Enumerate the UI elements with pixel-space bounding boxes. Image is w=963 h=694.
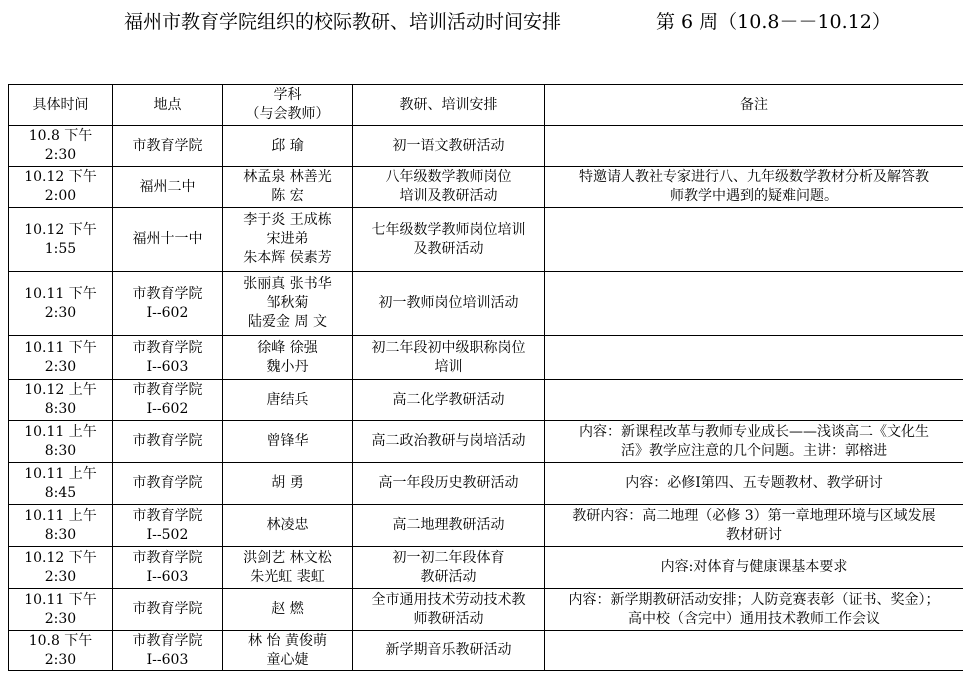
cell-teachers-line: 童心婕 (266, 651, 309, 668)
title-main: 福州市教育学院组织的校际教研、培训活动时间安排 (124, 11, 562, 33)
cell-time (9, 208, 113, 272)
cell-teachers-line: 朱本辉 侯素芳 (243, 250, 332, 266)
cell-arrangement-line: 初一语文教研活动 (392, 137, 505, 154)
cell-teachers-line: 李于炎 王成栋 (243, 212, 332, 228)
cell-teachers (223, 547, 353, 589)
table-row (9, 463, 963, 505)
cell-teachers-line: 曾锋华 (266, 433, 309, 449)
cell-remark (545, 421, 963, 463)
cell-time-line: 2:30 (44, 651, 77, 668)
cell-time (9, 336, 113, 380)
cell-arrangement (353, 547, 545, 589)
cell-arrangement (353, 589, 545, 631)
cell-remark (545, 272, 963, 336)
cell-teachers-line: 林 怡 黄俊萌 (248, 632, 327, 649)
cell-teachers-line: 洪剑艺 林文松 (243, 549, 332, 566)
cell-teachers-line: 张丽真 张书华 (243, 276, 332, 292)
cell-place-line: 市教育学院 (132, 339, 203, 356)
cell-time (9, 126, 113, 167)
cell-teachers (223, 589, 353, 631)
table-row (9, 167, 963, 208)
cell-teachers (223, 126, 353, 167)
cell-place (113, 208, 223, 272)
cell-time-line: 1:55 (44, 240, 77, 257)
table-row (9, 380, 963, 421)
cell-teachers-line: 邹秋菊 (266, 295, 309, 311)
cell-place (113, 505, 223, 547)
cell-place (113, 547, 223, 589)
cell-arrangement-line: 培训及教研活动 (399, 188, 498, 204)
cell-place-line: Ⅰ--603 (146, 568, 189, 585)
cell-teachers (223, 505, 353, 547)
cell-remark (545, 547, 963, 589)
cell-arrangement (353, 272, 545, 336)
cell-arrangement-line: 高二化学教研活动 (392, 391, 505, 408)
cell-place-line: 市教育学院 (132, 137, 203, 154)
cell-time-line: 8:30 (44, 442, 77, 459)
cell-arrangement-line: 初一教师岗位培训活动 (378, 295, 519, 311)
cell-time-line: 10.11 下午 (24, 339, 97, 356)
cell-teachers (223, 167, 353, 208)
cell-place (113, 336, 223, 380)
cell-remark (545, 380, 963, 421)
cell-time-line: 10.12 下午 (24, 169, 97, 185)
header-subject-line1: 学科 (273, 87, 302, 103)
cell-time-line: 10.11 下午 (24, 285, 97, 302)
table-row (9, 589, 963, 631)
cell-time-line: 10.11 上午 (24, 507, 97, 524)
cell-arrangement-line: 高二地理教研活动 (392, 517, 505, 533)
cell-time (9, 421, 113, 463)
cell-teachers-line: 陆爱金 周 文 (248, 314, 327, 330)
cell-time-line: 2:30 (44, 304, 77, 321)
cell-remark (545, 505, 963, 547)
cell-place (113, 126, 223, 167)
cell-arrangement-line: 师教研活动 (413, 610, 484, 627)
cell-place-line: 市教育学院 (132, 549, 203, 566)
cell-teachers-line: 赵 燃 (271, 601, 304, 617)
cell-place-line: 市教育学院 (132, 433, 203, 449)
cell-arrangement (353, 208, 545, 272)
cell-time (9, 589, 113, 631)
cell-remark-line: 高中校（含完中）通用技术教师工作会议 (628, 610, 880, 627)
cell-place-line: Ⅰ--602 (146, 401, 189, 417)
header-time: 具体时间 (9, 85, 113, 126)
cell-time-line: 2:30 (44, 358, 77, 375)
cell-arrangement (353, 336, 545, 380)
cell-time (9, 380, 113, 421)
header-subject-line2: （与会教师） (245, 106, 330, 122)
header-remark: 备注 (545, 85, 963, 126)
cell-time-line: 2:30 (44, 610, 77, 627)
cell-remark-line: 内容:对体育与健康课基本要求 (660, 559, 848, 575)
cell-remark (545, 167, 963, 208)
cell-teachers-line: 徐峰 徐强 (257, 339, 318, 356)
cell-time (9, 631, 113, 671)
cell-remark-line: 活》教学应注意的几个问题。主讲：郭榕进 (621, 442, 887, 459)
table-row (9, 547, 963, 589)
cell-arrangement (353, 505, 545, 547)
cell-time-line: 2:30 (44, 568, 77, 585)
cell-place-line: Ⅰ--502 (146, 526, 189, 543)
cell-place (113, 631, 223, 671)
cell-arrangement (353, 421, 545, 463)
cell-remark-line: 特邀请人教社专家进行八、九年级数学教材分析及解答教 (579, 169, 929, 185)
cell-place (113, 589, 223, 631)
cell-remark (545, 336, 963, 380)
table-row (9, 126, 963, 167)
cell-remark-line: 教材研讨 (726, 526, 782, 543)
header-subject (223, 85, 353, 126)
cell-place (113, 167, 223, 208)
cell-teachers-line: 唐结兵 (266, 391, 309, 408)
title-week: 第 6 周（10.8－－10.12） (656, 11, 891, 33)
cell-place-line: Ⅰ--603 (146, 358, 189, 375)
cell-time-line: 8:30 (44, 526, 77, 543)
cell-time-line: 10.11 上午 (24, 423, 97, 440)
cell-time (9, 505, 113, 547)
table-header-row (9, 85, 963, 126)
cell-remark-line: 教研内容：高二地理（必修 3）第一章地理环境与区域发展 (572, 507, 936, 524)
cell-arrangement-line: 新学期音乐教研活动 (385, 642, 512, 658)
cell-time (9, 463, 113, 505)
cell-place-line: 福州二中 (139, 178, 196, 195)
cell-teachers-line: 胡 勇 (271, 475, 304, 491)
table-row (9, 631, 963, 671)
cell-remark (545, 463, 963, 505)
cell-arrangement-line: 七年级数学教师岗位培训 (371, 221, 526, 238)
schedule-table (8, 84, 963, 671)
cell-time (9, 547, 113, 589)
cell-place-line: 市教育学院 (132, 632, 203, 649)
cell-time-line: 2:00 (44, 188, 77, 204)
cell-arrangement-line: 初一初二年段体育 (392, 549, 505, 566)
cell-teachers-line: 朱光虹 裴虹 (250, 568, 325, 585)
cell-teachers-line: 邱 瑜 (271, 137, 304, 154)
cell-time-line: 10.11 上午 (24, 465, 97, 482)
cell-time-line: 10.12 下午 (24, 549, 97, 566)
cell-place-line: 市教育学院 (132, 382, 203, 398)
cell-arrangement (353, 463, 545, 505)
cell-arrangement (353, 380, 545, 421)
cell-time (9, 272, 113, 336)
cell-place (113, 421, 223, 463)
cell-place (113, 463, 223, 505)
cell-teachers-line: 陈 宏 (271, 188, 304, 204)
cell-place (113, 380, 223, 421)
cell-arrangement-line: 教研活动 (420, 568, 477, 585)
table-row (9, 272, 963, 336)
cell-arrangement (353, 126, 545, 167)
header-place: 地点 (113, 85, 223, 126)
cell-teachers-line: 宋进弟 (266, 231, 309, 247)
cell-place-line: 市教育学院 (132, 285, 203, 302)
cell-remark-line: 师教学中遇到的疑难问题。 (670, 188, 838, 204)
cell-remark (545, 589, 963, 631)
cell-remark (545, 631, 963, 671)
table-row (9, 421, 963, 463)
header-arrangement: 教研、培训安排 (353, 85, 545, 126)
cell-time-line: 8:45 (44, 484, 77, 501)
table-row (9, 208, 963, 272)
cell-teachers (223, 272, 353, 336)
cell-time-line: 10.11 下午 (24, 591, 97, 608)
cell-place-line: 福州十一中 (132, 231, 203, 247)
cell-time-line: 10.8 下午 (28, 632, 93, 649)
cell-place-line: Ⅰ--603 (146, 651, 189, 668)
cell-remark-line: 内容：必修Ⅰ第四、五专题教材、教学研讨 (625, 475, 883, 491)
cell-remark (545, 208, 963, 272)
cell-place-line: 市教育学院 (132, 475, 203, 491)
cell-arrangement (353, 631, 545, 671)
cell-time-line: 10.8 下午 (28, 128, 93, 144)
cell-teachers (223, 631, 353, 671)
cell-teachers (223, 463, 353, 505)
cell-teachers-line: 林凌忠 (266, 517, 309, 533)
table-body (9, 126, 963, 671)
cell-arrangement-line: 培训 (434, 358, 463, 375)
cell-teachers (223, 421, 353, 463)
cell-arrangement-line: 高一年段历史教研活动 (378, 475, 519, 491)
table-row (9, 505, 963, 547)
cell-time-line: 10.12 下午 (24, 221, 97, 238)
cell-place (113, 272, 223, 336)
cell-remark (545, 126, 963, 167)
cell-teachers (223, 208, 353, 272)
cell-place-line: 市教育学院 (132, 507, 203, 524)
cell-time-line: 2:30 (44, 147, 77, 163)
table-row (9, 336, 963, 380)
cell-place-line: 市教育学院 (132, 601, 203, 617)
cell-teachers-line: 魏小丹 (266, 358, 309, 375)
cell-arrangement-line: 初二年段初中级职称岗位 (371, 339, 526, 356)
cell-time-line: 10.12 上午 (24, 382, 97, 398)
cell-time (9, 167, 113, 208)
cell-teachers (223, 380, 353, 421)
cell-teachers-line: 林孟泉 林善光 (243, 169, 332, 185)
cell-arrangement (353, 167, 545, 208)
cell-arrangement-line: 全市通用技术劳动技术教 (371, 591, 526, 608)
cell-remark-line: 内容：新学期教研活动安排；人防竞赛表彰（证书、奖金）； (568, 591, 940, 608)
cell-time-line: 8:30 (44, 401, 77, 417)
cell-remark-line: 内容：新课程改革与教师专业成长——浅谈高二《文化生 (579, 423, 929, 440)
cell-arrangement-line: 高二政治教研与岗培活动 (371, 433, 526, 449)
cell-arrangement-line: 及教研活动 (413, 240, 484, 257)
cell-teachers (223, 336, 353, 380)
cell-place-line: Ⅰ--602 (146, 304, 189, 321)
cell-arrangement-line: 八年级数学教师岗位 (385, 169, 512, 185)
